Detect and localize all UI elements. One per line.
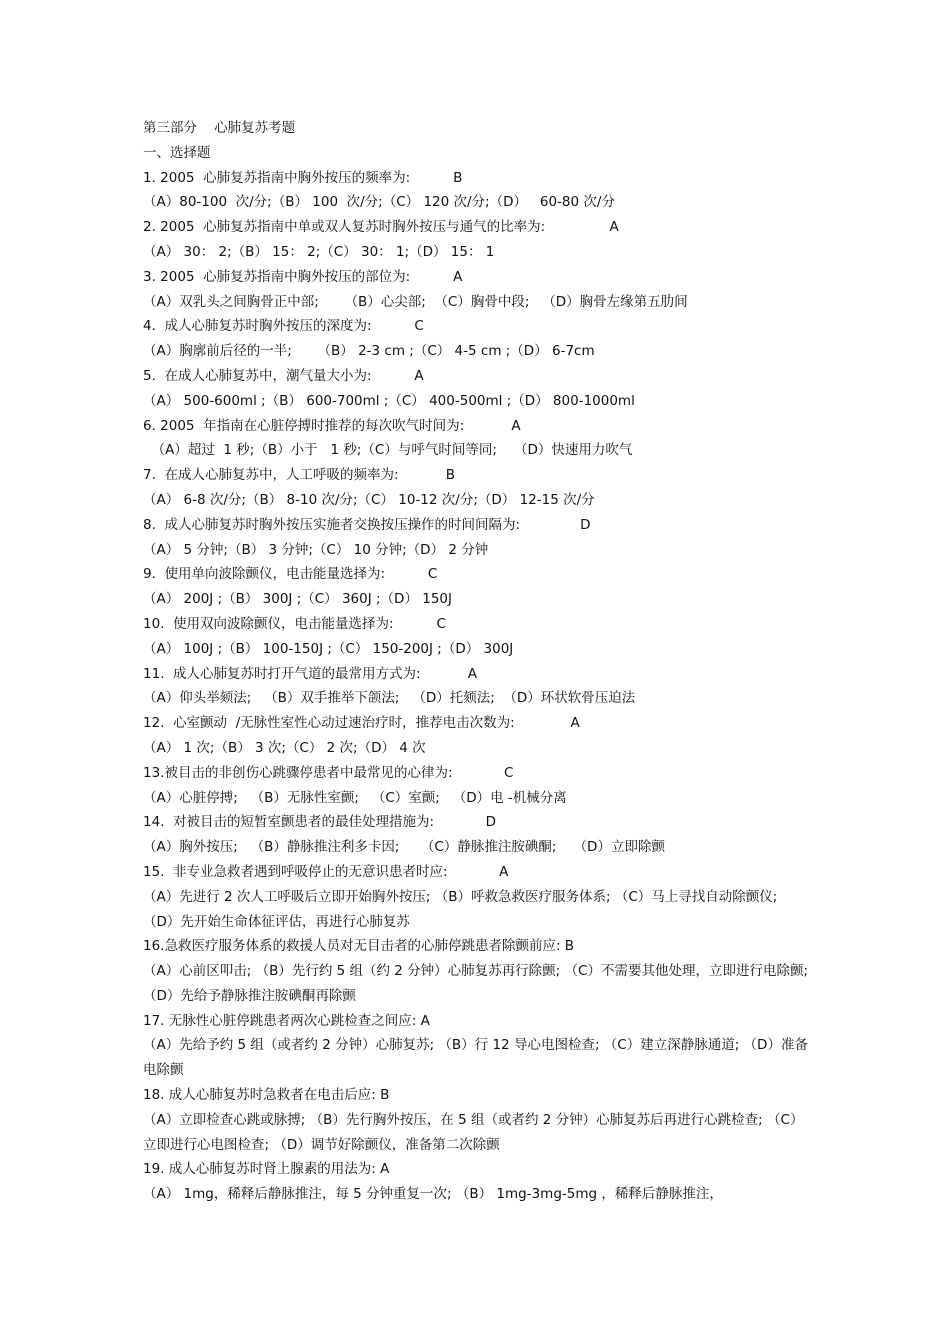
question-line: （A）80-100 次/分;（B） 100 次/分;（C） 120 次/分;（D） 60-80 次/分	[143, 194, 615, 211]
question-line: 8. 成人心肺复苏时胸外按压实施者交换按压操作的时间间隔为: D	[143, 516, 591, 533]
question-line: （A） 6-8 次/分;（B） 8-10 次/分;（C） 10-12 次/分;（D） 12-15 次/分	[143, 491, 595, 508]
subsection-title: 一、选择题	[143, 144, 211, 161]
question-line: 14. 对被目击的短暂室颤患者的最佳处理措施为: D	[143, 814, 496, 831]
question-line: 2. 2005 心肺复苏指南中单或双人复苏时胸外按压与通气的比率为: A	[143, 219, 619, 236]
question-line: 1. 2005 心肺复苏指南中胸外按压的频率为: B	[143, 169, 463, 186]
question-line: 17. 无脉性心脏停跳患者两次心跳检查之间应: A	[143, 1012, 430, 1029]
question-line: （A）双乳头之间胸骨正中部; （B）心尖部; （C）胸骨中段; （D）胸骨左缘第五肋间	[143, 293, 688, 310]
question-line: 12. 心室颤动 /无脉性室性心动过速治疗时，推荐电击次数为: A	[143, 715, 580, 732]
question-line: 3. 2005 心肺复苏指南中胸外按压的部位为: A	[143, 268, 463, 285]
question-line: （A） 1mg，稀释后静脉推注，每 5 分钟重复一次; （B） 1mg-3mg-5mg ，稀释后静脉推注，	[143, 1186, 723, 1203]
question-line: 15. 非专业急救者遇到呼吸停止的无意识患者时应: A	[143, 863, 509, 880]
question-line: （A） 30： 2;（B） 15： 2;（C） 30： 1;（D） 15： 1	[143, 243, 495, 260]
question-line: 11. 成人心肺复苏时打开气道的最常用方式为: A	[143, 665, 478, 682]
question-line: 13.被目击的非创伤心跳骤停患者中最常见的心律为: C	[143, 764, 514, 781]
question-line: （A）立即检查心跳或脉搏; （B）先行胸外按压，在 5 组（或者约 2 分钟）心肺复苏后再进行心跳检查; （C）立即进行心电图检查; （D）调节好除颤仪，准备第二次除颤	[143, 1111, 804, 1153]
question-line: 19. 成人心肺复苏时肾上腺素的用法为: A	[143, 1161, 390, 1178]
question-line: 4. 成人心肺复苏时胸外按压的深度为: C	[143, 318, 424, 335]
section-title: 第三部分 心肺复苏考题	[143, 120, 296, 136]
question-line: 10. 使用双向波除颤仪，电击能量选择为: C	[143, 615, 446, 632]
document-page	[143, 116, 808, 1207]
question-line: （A）心前区叩击; （B）先行约 5 组（约 2 分钟）心肺复苏再行除颤; （C）不需要其他处理，立即进行电除颤; （D）先给予静脉推注胺碘酮再除颤	[143, 963, 808, 1004]
question-line: 18. 成人心肺复苏时急救者在电击后应: B	[143, 1087, 390, 1104]
question-line: （A） 1 次;（B） 3 次;（C） 2 次;（D） 4 次	[143, 739, 426, 756]
question-line: 7. 在成人心肺复苏中，人工呼吸的频率为: B	[143, 467, 455, 484]
question-line: （A）仰头举颏法; （B）双手推举下颌法; （D）托颏法; （D）环状软骨压迫法	[143, 690, 636, 707]
question-line: （A）超过 1 秒;（B）小于 1 秒;（C）与呼气时间等同; （D）快速用力吹气	[143, 442, 633, 459]
question-line: （A） 500-600ml ;（B） 600-700ml ;（C） 400-500ml ;（D） 800-1000ml	[143, 392, 635, 409]
question-line: （A）先进行 2 次人工呼吸后立即开始胸外按压; （B）呼救急救医疗服务体系; （C）马上寻找自动除颤仪; （D）先开始生命体征评估，再进行心肺复苏	[143, 888, 778, 930]
question-line: （A） 100J ;（B） 100-150J ;（C） 150-200J ;（D） 300J	[143, 640, 514, 657]
question-line: （A） 5 分钟;（B） 3 分钟;（C） 10 分钟;（D） 2 分钟	[143, 541, 489, 558]
question-line: 9. 使用单向波除颤仪，电击能量选择为: C	[143, 566, 438, 583]
question-line: （A）胸廓前后径的一半; （B） 2-3 cm ;（C） 4-5 cm ;（D） 6-7cm	[143, 343, 595, 360]
question-line: 16.急救医疗服务体系的救援人员对无目击者的心肺停跳患者除颤前应: B	[143, 938, 575, 955]
question-line: （A）心脏停搏; （B）无脉性室颤; （C）室颤; （D）电 -机械分离	[143, 789, 567, 806]
question-line: （A）胸外按压; （B）静脉推注利多卡因; （C）静脉推注胺碘酮; （D）立即除颤	[143, 839, 665, 856]
question-list-continued	[143, 885, 808, 1207]
question-line: （A）先给予约 5 组（或者约 2 分钟）心肺复苏; （B）行 12 导心电图检查; （C）建立深静脉通道; （D）准备电除颤	[143, 1037, 808, 1079]
question-line: （A） 200J ;（B） 300J ;（C） 360J ;（D） 150J	[143, 591, 452, 608]
question-line: 6. 2005 年指南在心脏停搏时推荐的每次吹气时间为: A	[143, 417, 521, 434]
question-line: 5. 在成人心肺复苏中，潮气量大小为: A	[143, 367, 424, 384]
question-list	[143, 166, 808, 885]
